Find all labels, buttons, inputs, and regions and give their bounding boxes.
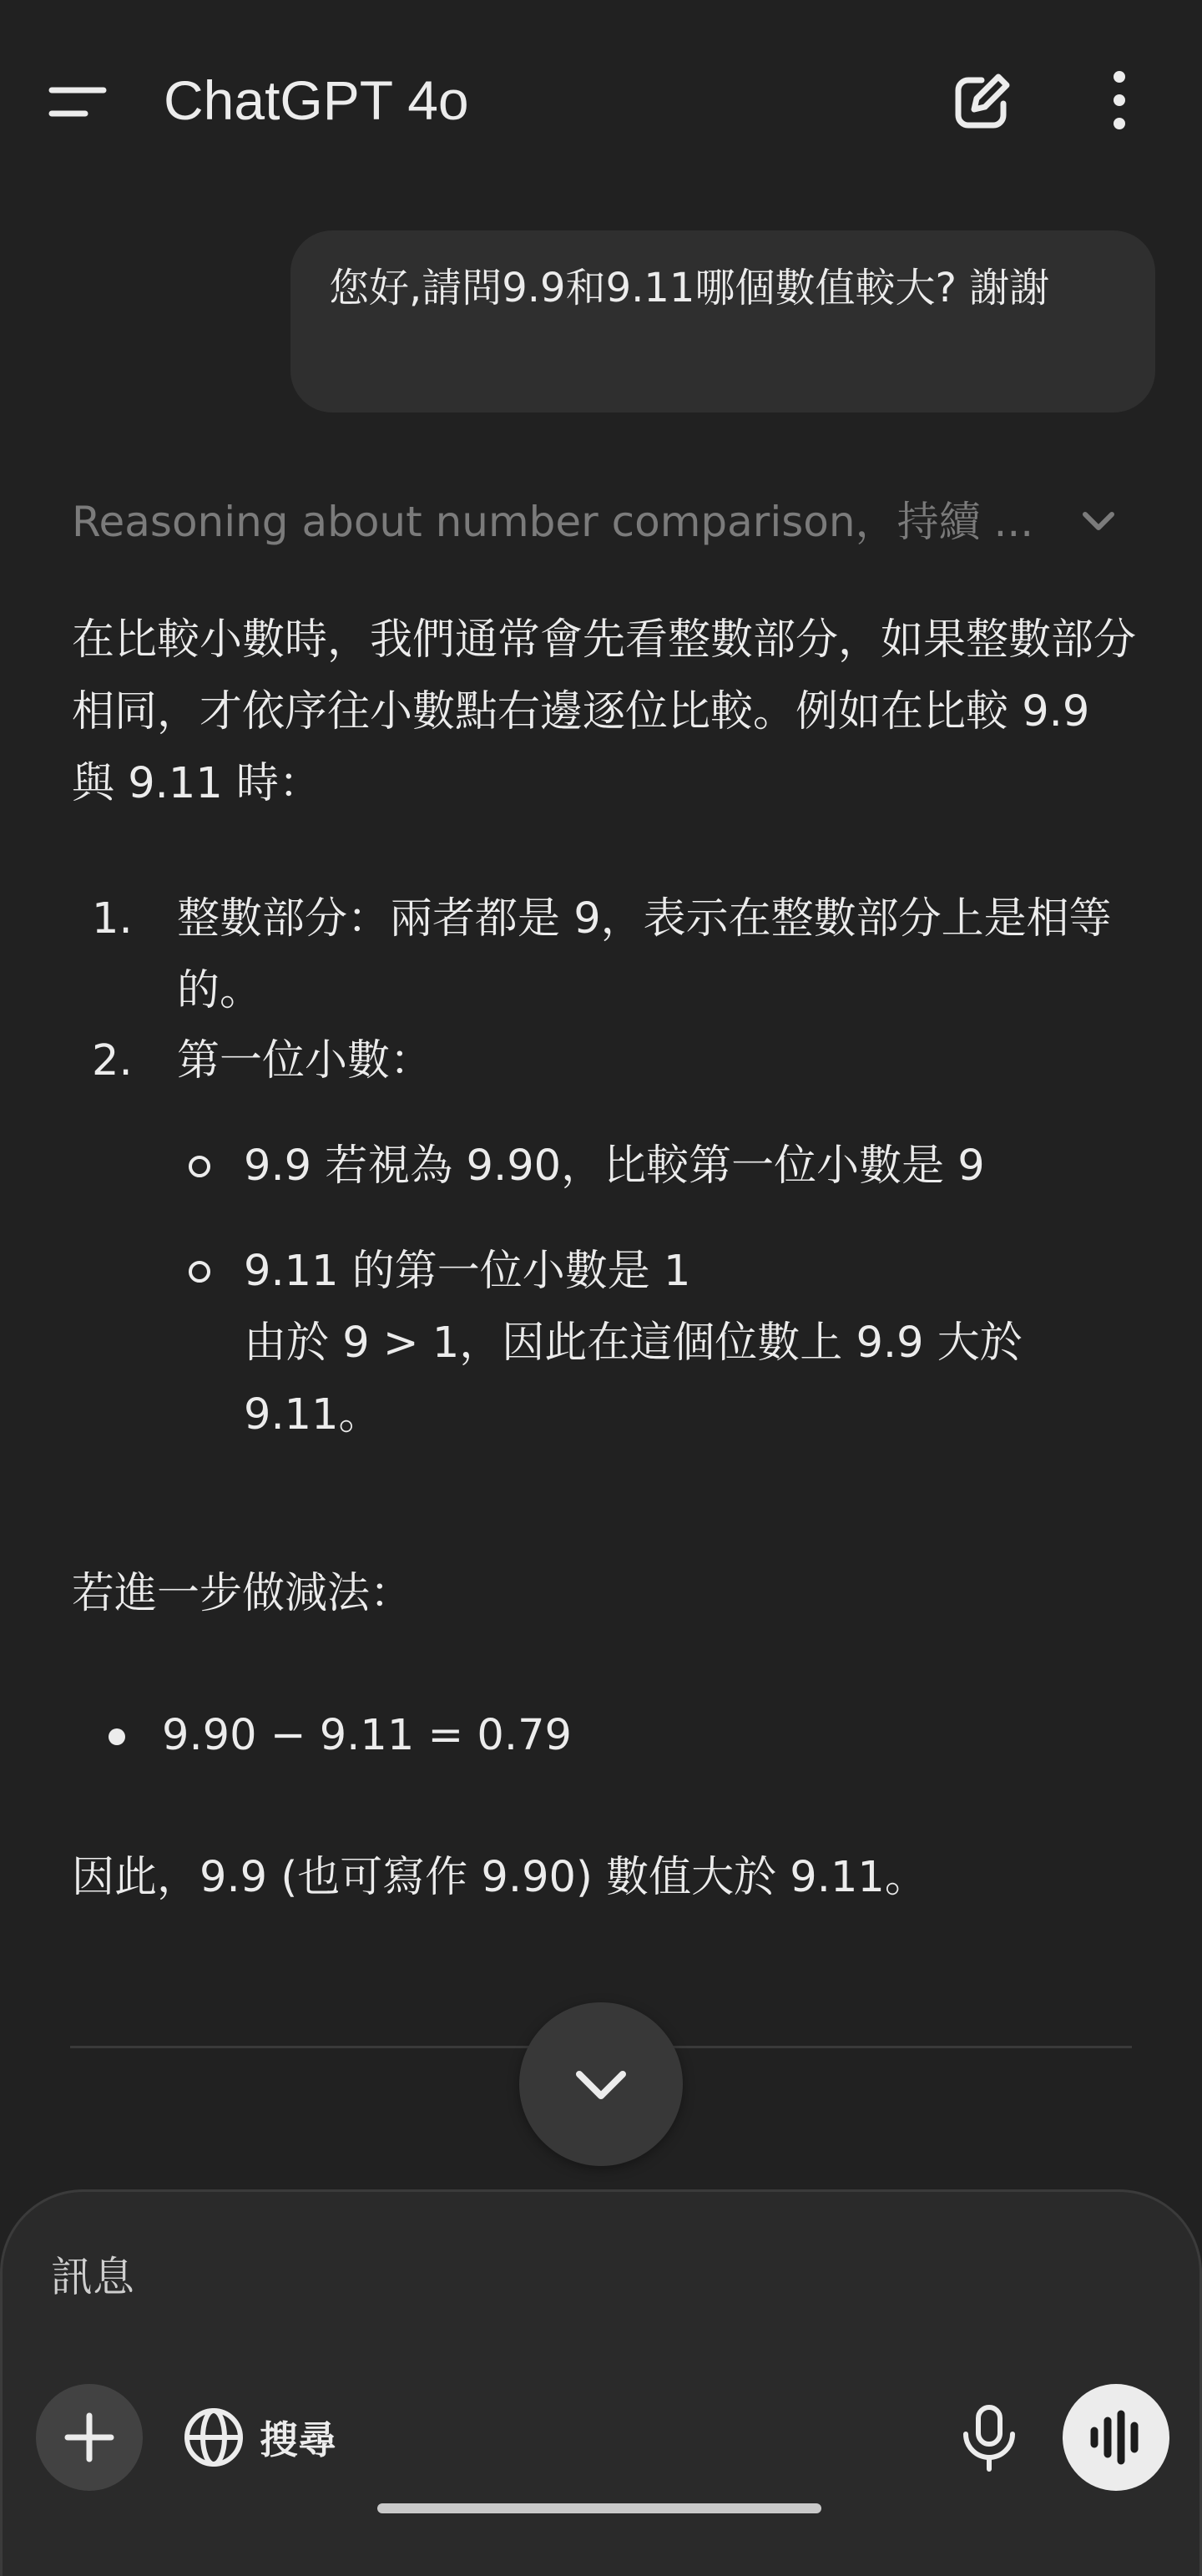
list-number: 1.	[92, 894, 133, 944]
attach-button[interactable]	[36, 2384, 143, 2491]
edit-icon	[948, 68, 1015, 135]
plus-icon	[36, 2384, 143, 2491]
bullet-item	[72, 1700, 1137, 1772]
list-item-text: 整數部分：兩者都是 9，表示在整數部分上是相等的。	[177, 894, 1112, 1015]
user-message-bubble: 您好,請問9.9和9.11哪個數值較大? 謝謝	[290, 230, 1155, 412]
answer-conclusion: 因此，9.9 (也可寫作 9.90) 數值大於 9.11。	[72, 1853, 927, 1902]
microphone-icon	[959, 2404, 1019, 2472]
more-options-button[interactable]	[1098, 68, 1140, 135]
disc-bullet-icon	[109, 1728, 125, 1745]
list-item-text: 第一位小數：	[177, 1036, 433, 1086]
globe-icon	[183, 2406, 245, 2468]
reasoning-summary-toggle[interactable]	[72, 493, 1124, 551]
more-vertical-icon	[1098, 68, 1140, 135]
scroll-to-bottom-button[interactable]	[519, 2002, 683, 2166]
chevron-down-icon	[519, 2002, 683, 2166]
circle-bullet-icon	[189, 1261, 210, 1283]
new-chat-button[interactable]	[948, 68, 1015, 135]
list-number: 2.	[92, 1036, 133, 1086]
voice-waveform-icon	[1063, 2384, 1169, 2491]
subtraction-intro: 若進一步做減法：	[72, 1569, 413, 1618]
sub-list-item-text: 9.9 若視為 9.90，比較第一位小數是 9	[244, 1141, 985, 1191]
answer-intro: 在比較小數時，我們通常會先看整數部分，如果整數部分相同，才依序往小數點右邊逐位比較。例如在比較 9.9 與 9.11 時：	[72, 615, 1137, 808]
search-label: 搜尋	[260, 2417, 336, 2462]
chevron-down-icon	[1080, 509, 1117, 534]
search-toggle-button[interactable]	[183, 2396, 336, 2479]
menu-icon	[47, 77, 114, 127]
sub-list-item-text: 9.11 的第一位小數是 1 由於 9 > 1，因此在這個位數上 9.9 大於 9.11。	[244, 1247, 1023, 1440]
message-composer	[0, 2189, 1202, 2576]
voice-mode-button[interactable]	[1063, 2384, 1169, 2491]
bullet-item-text: 9.90 − 9.11 = 0.79	[162, 1711, 572, 1760]
model-title[interactable]: ChatGPT 4o	[164, 69, 469, 131]
circle-bullet-icon	[189, 1156, 210, 1177]
home-indicator[interactable]	[377, 2503, 821, 2513]
message-input[interactable]: 訊息	[51, 2253, 134, 2301]
microphone-button[interactable]	[959, 2404, 1019, 2472]
menu-button[interactable]	[47, 77, 114, 127]
reasoning-summary-text: Reasoning about number comparison，持續 ...	[72, 498, 1034, 546]
top-bar	[0, 0, 1202, 200]
